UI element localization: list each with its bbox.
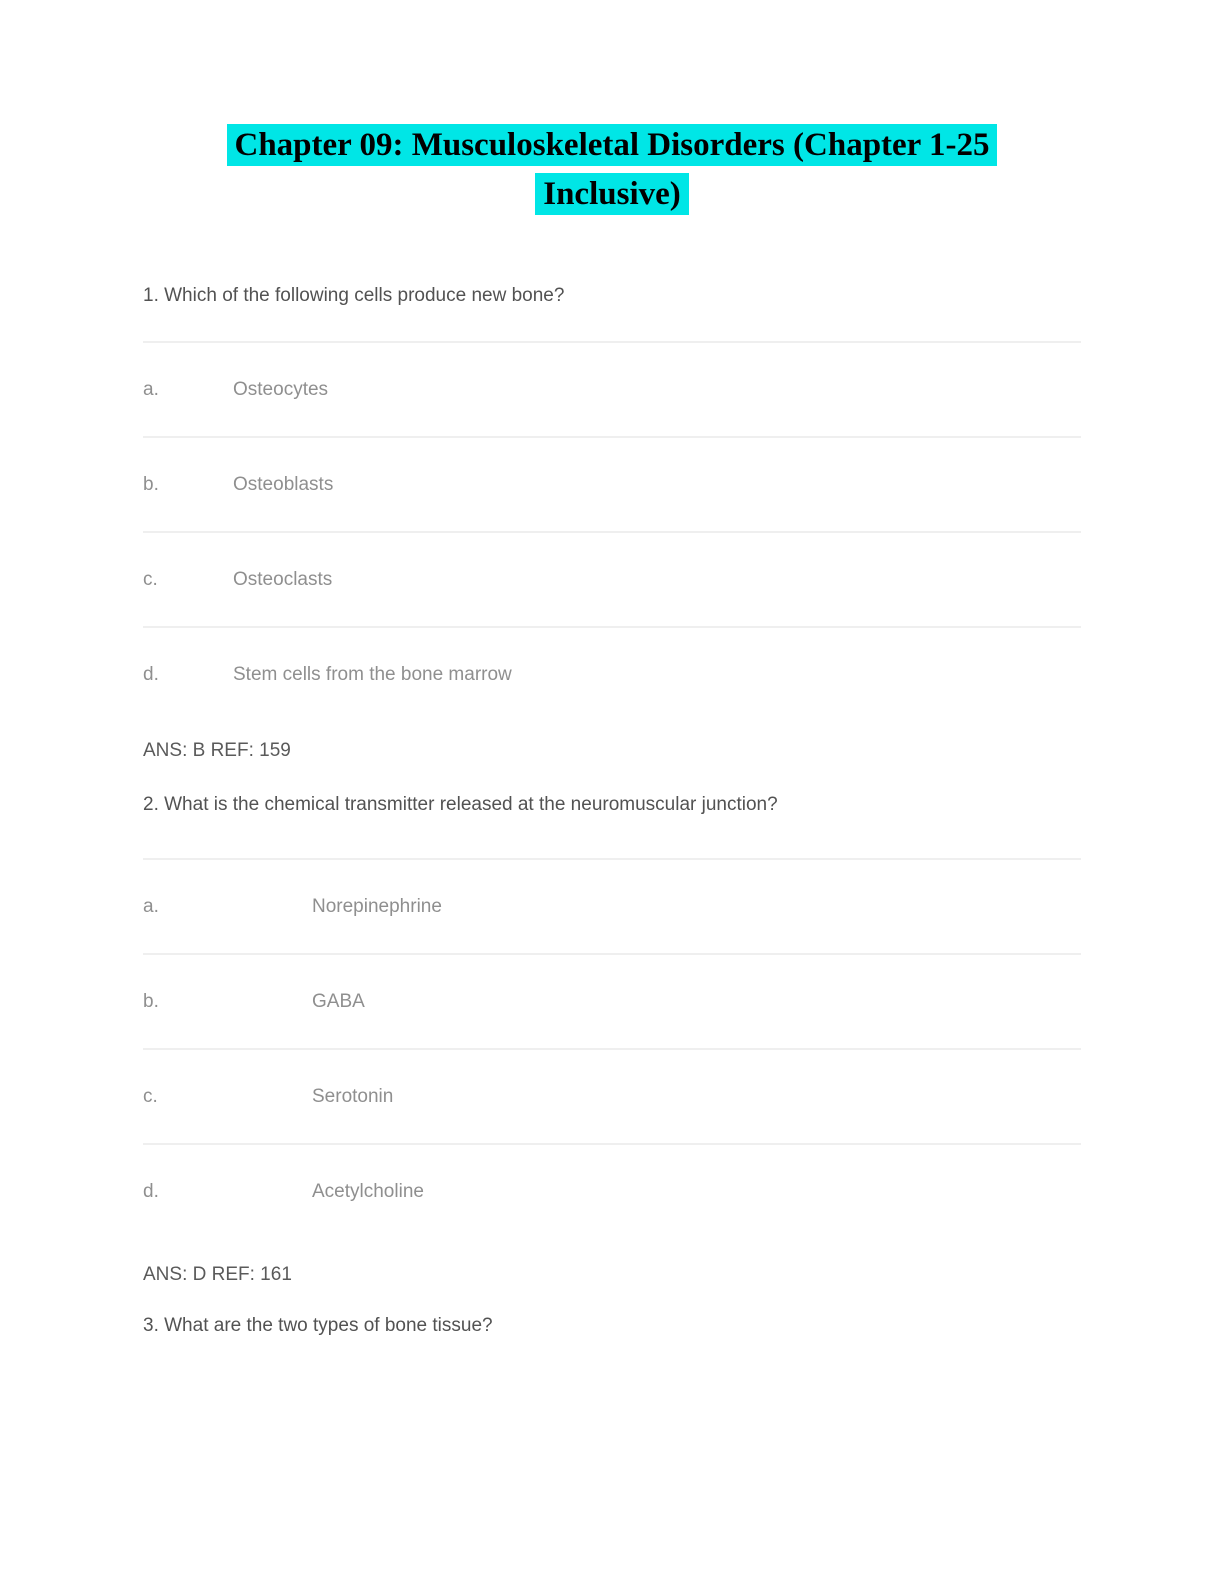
option-letter: d.: [143, 1180, 159, 1202]
title-line-2: [143, 170, 1081, 219]
option-row-1b: [143, 436, 1081, 531]
option-row-2d: [143, 1143, 1081, 1238]
option-text: Acetylcholine: [312, 1180, 424, 1202]
title-line-1: [143, 121, 1081, 170]
option-letter: d.: [143, 663, 159, 685]
option-letter: c.: [143, 568, 158, 590]
option-letter: b.: [143, 473, 159, 495]
document-title: [143, 121, 1081, 219]
document-content: [0, 121, 1224, 1337]
question-2-answer: ANS: D REF: 161: [143, 1264, 292, 1285]
question-2-text: 2. What is the chemical transmitter released at the neuromuscular junction?: [143, 794, 778, 815]
option-letter: a.: [143, 895, 159, 917]
question-1-text: 1. Which of the following cells produce new bone?: [143, 285, 565, 306]
option-text: GABA: [312, 990, 365, 1012]
option-text: Norepinephrine: [312, 895, 442, 917]
option-row-2c: [143, 1048, 1081, 1143]
option-letter: a.: [143, 378, 159, 400]
question-1-options: [143, 341, 1081, 721]
question-3-text: 3. What are the two types of bone tissue?: [143, 1315, 493, 1336]
option-text: Osteocytes: [233, 378, 329, 400]
title-highlight-2: Inclusive): [535, 173, 689, 215]
option-row-2a: [143, 858, 1081, 953]
question-2-options: [143, 858, 1081, 1238]
option-letter: c.: [143, 1085, 158, 1107]
option-letter: b.: [143, 990, 159, 1012]
option-row-1d: [143, 626, 1081, 721]
option-text: Osteoclasts: [233, 568, 333, 590]
option-row-2b: [143, 953, 1081, 1048]
option-row-1a: [143, 341, 1081, 436]
option-text: Serotonin: [312, 1085, 394, 1107]
title-highlight-1: Chapter 09: Musculoskeletal Disorders (Chapter 1-25: [227, 124, 998, 166]
option-text: Stem cells from the bone marrow: [233, 663, 512, 685]
option-row-1c: [143, 531, 1081, 626]
option-text: Osteoblasts: [233, 473, 334, 495]
question-1-answer: ANS: B REF: 159: [143, 740, 291, 761]
